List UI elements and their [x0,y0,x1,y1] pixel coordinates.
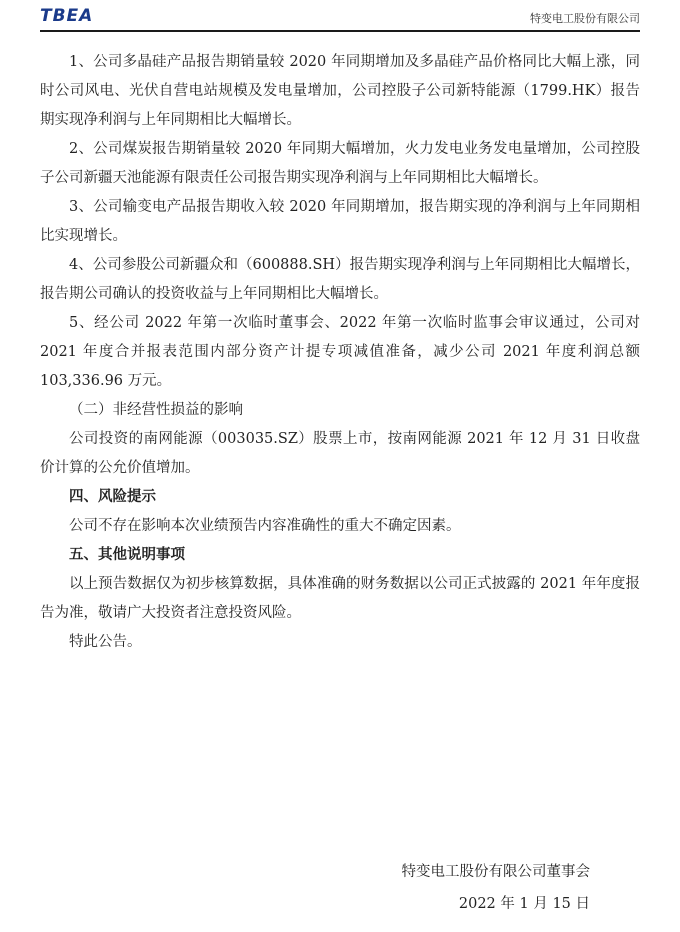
signature-company: 特变电工股份有限公司董事会 [401,864,590,880]
paragraph-3: 3、公司输变电产品报告期收入较 2020 年同期增加，报告期实现的净利润与上年同期相比实现增长。 [40,199,640,244]
paragraph-1: 1、公司多晶硅产品报告期销量较 2020 年同期增加及多晶硅产品价格同比大幅上涨，同时公司风电、光伏自营电站规模及发电量增加，公司控股子公司新特能源（1799.HK）报告期实现净利润与上年同期相比大幅增长。 [40,54,640,128]
paragraph-8: 以上预告数据仅为初步核算数据，具体准确的财务数据以公司正式披露的 2021 年年度报告为准，敬请广大投资者注意投资风险。 [40,576,640,621]
paragraph-9: 特此公告。 [69,634,142,650]
header-company-name: 特变电工股份有限公司 [530,12,640,25]
page-header [40,6,640,32]
paragraph-7: 公司不存在影响本次业绩预告内容准确性的重大不确定因素。 [69,518,461,534]
section-heading-other: 五、其他说明事项 [69,547,185,563]
announcement-body [40,48,640,657]
tbea-logo: TBEA [40,6,94,26]
subsection-heading-2: （二）非经营性损益的影响 [69,402,243,418]
section-heading-risk: 四、风险提示 [69,489,156,505]
signature-date: 2022 年 1 月 15 日 [458,896,590,912]
paragraph-2: 2、公司煤炭报告期销量较 2020 年同期大幅增加，火力发电业务发电量增加，公司控股子公司新疆天池能源有限责任公司报告期实现净利润与上年同期相比大幅增长。 [40,141,640,186]
paragraph-5: 5、经公司 2022 年第一次临时董事会、2022 年第一次临时监事会审议通过，公司对 2021 年度合并报表范围内部分资产计提专项减值准备，减少公司 2021 年度利润总额 103,336.96 万元。 [40,315,640,389]
paragraph-4: 4、公司参股公司新疆众和（600888.SH）报告期实现净利润与上年同期相比大幅增长，报告期公司确认的投资收益与上年同期相比大幅增长。 [40,257,640,302]
paragraph-6: 公司投资的南网能源（003035.SZ）股票上市，按南网能源 2021 年 12 月 31 日收盘价计算的公允价值增加。 [40,431,640,476]
